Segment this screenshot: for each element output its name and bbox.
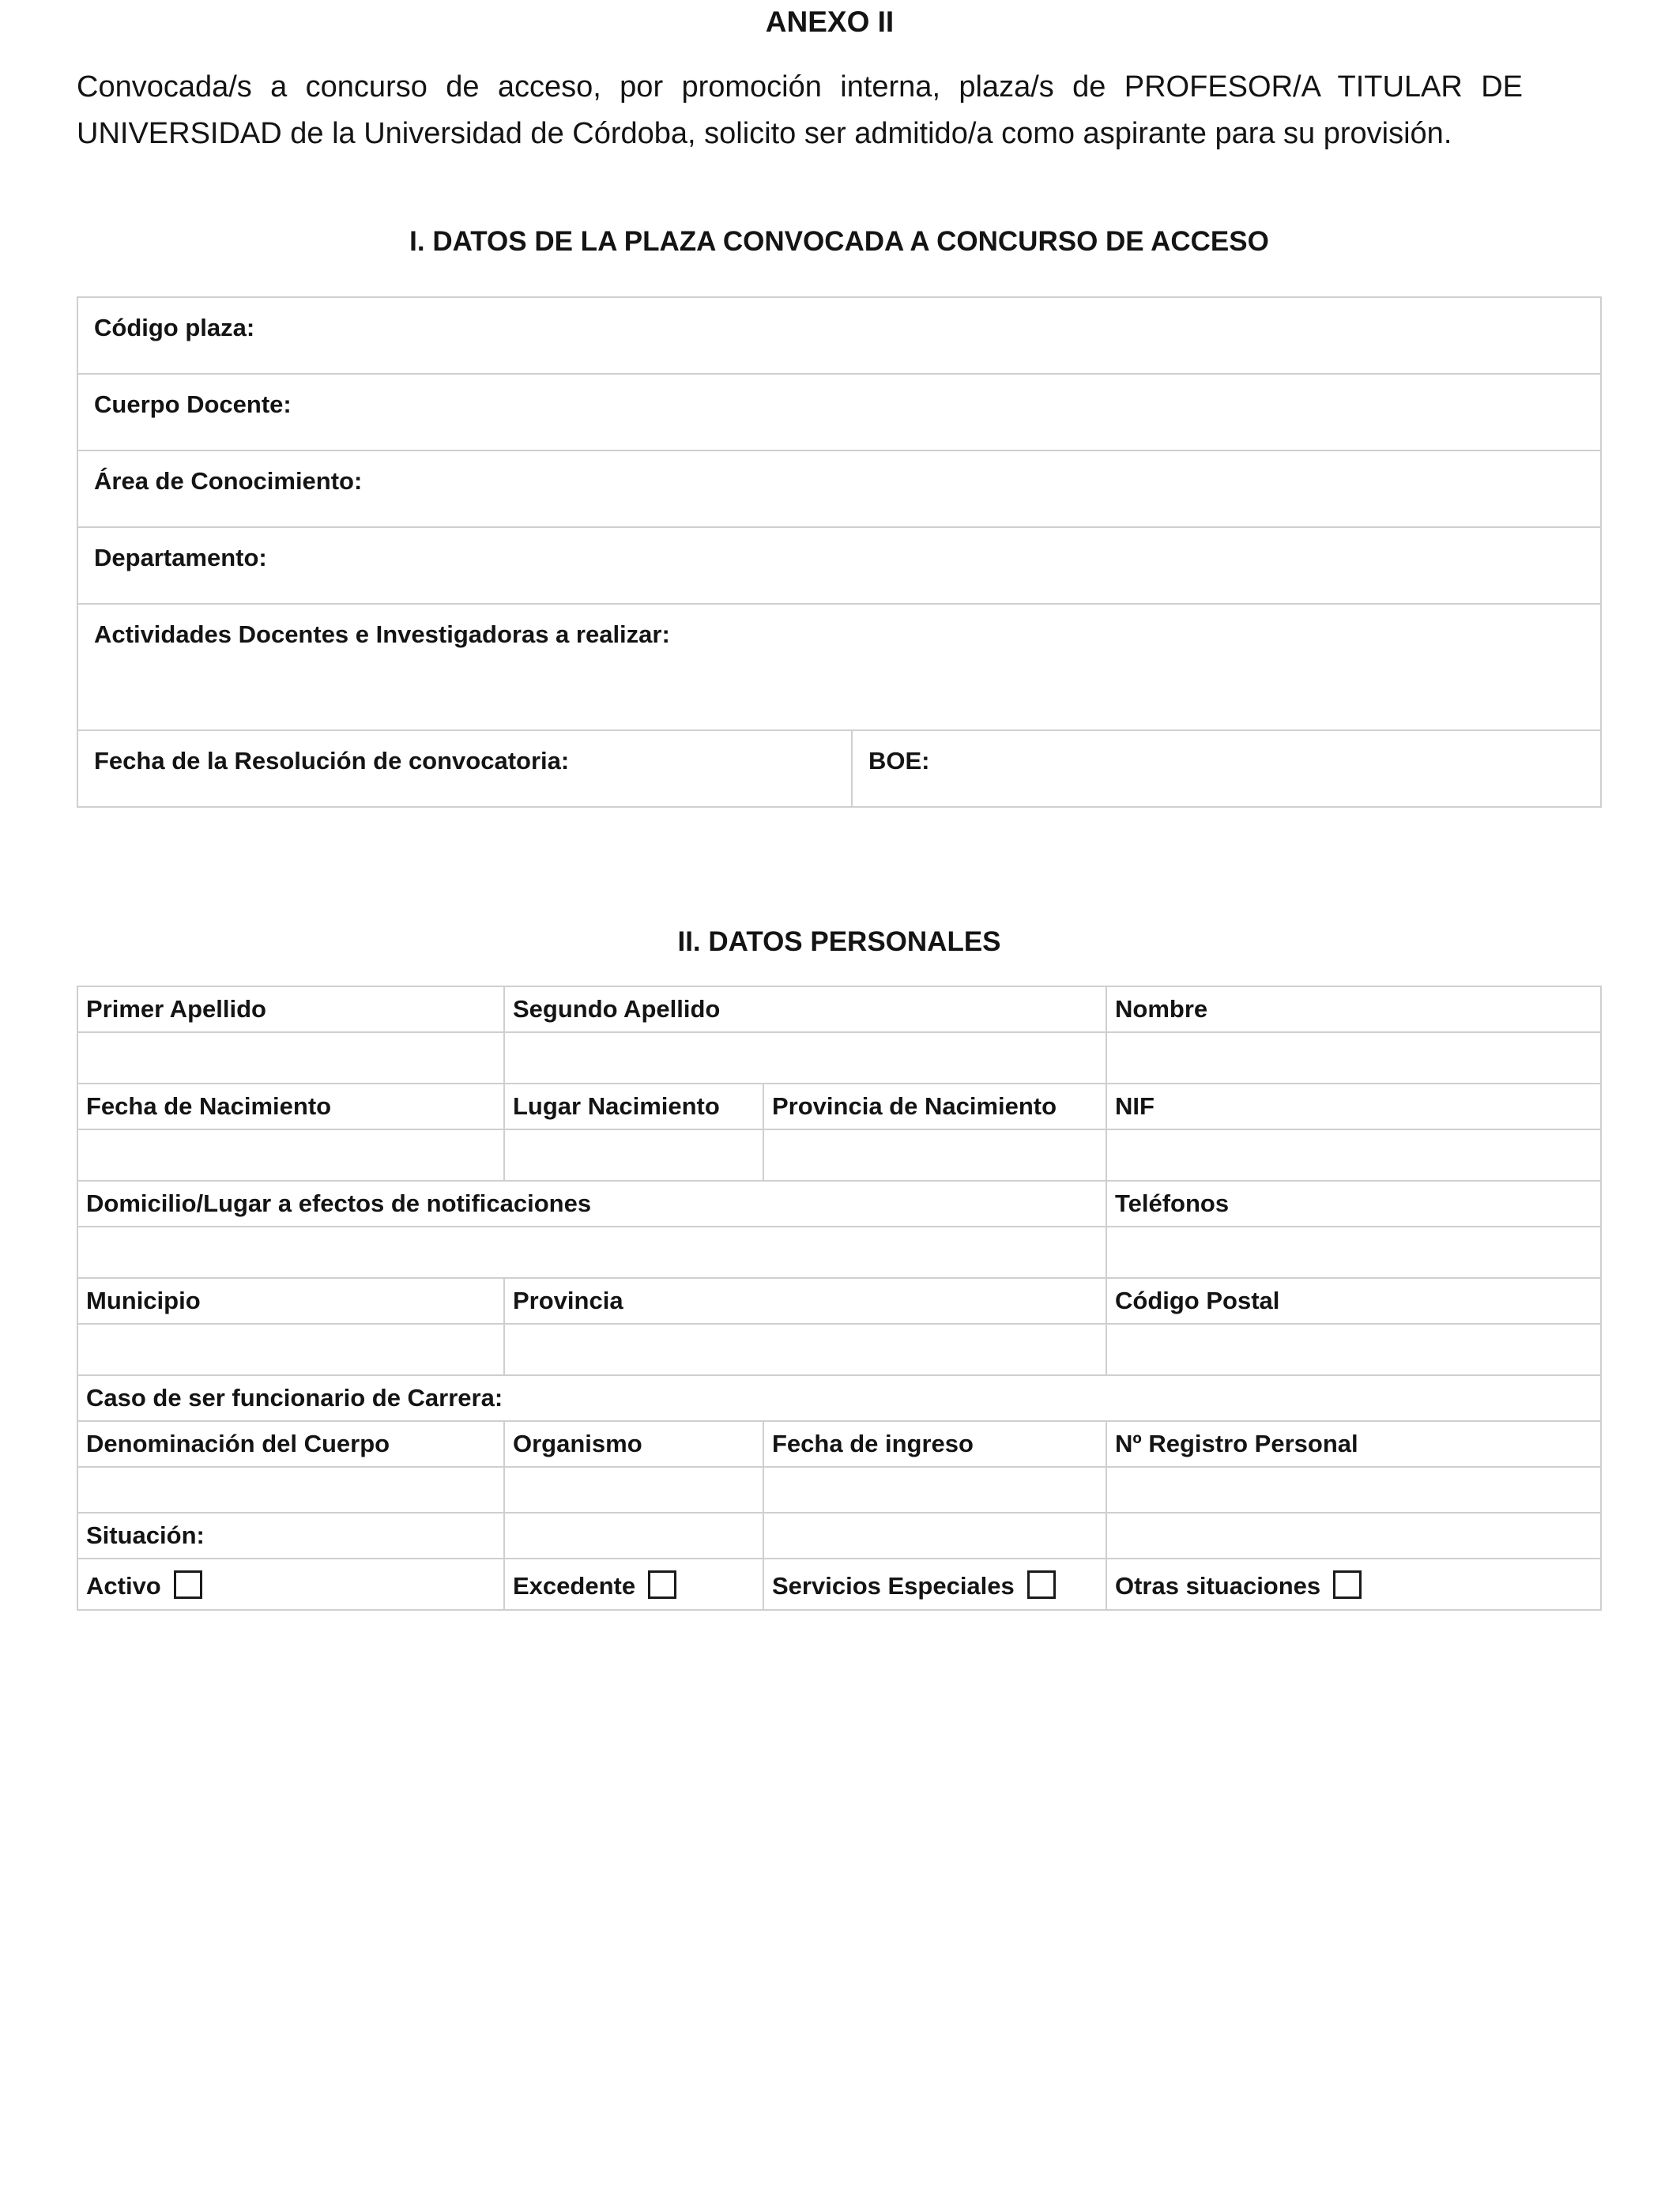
domicilio-input[interactable] — [77, 1227, 1106, 1278]
activo-checkbox[interactable] — [174, 1570, 202, 1599]
provincia-input[interactable] — [504, 1324, 1106, 1375]
activo-label: Activo — [86, 1572, 161, 1600]
organismo-label: Organismo — [504, 1421, 763, 1467]
area-conocimiento-label: Área de Conocimiento: — [94, 467, 363, 495]
departamento-field[interactable] — [77, 527, 1601, 604]
cuerpo-docente-field[interactable] — [77, 374, 1601, 450]
situacion-otras — [1106, 1559, 1601, 1610]
boe-label: BOE: — [868, 747, 930, 775]
page-title: ANEXO II — [765, 6, 895, 38]
denominacion-cuerpo-input[interactable] — [77, 1467, 504, 1513]
otras-situaciones-checkbox[interactable] — [1333, 1570, 1362, 1599]
personal-data-table — [77, 986, 1602, 1611]
plaza-data-table — [77, 296, 1602, 808]
provincia-label: Provincia — [504, 1278, 1106, 1324]
denominacion-cuerpo-label: Denominación del Cuerpo — [77, 1421, 504, 1467]
nombre-label: Nombre — [1106, 986, 1601, 1032]
fecha-ingreso-label: Fecha de ingreso — [763, 1421, 1106, 1467]
primer-apellido-label: Primer Apellido — [77, 986, 504, 1032]
situacion-label: Situación: — [77, 1513, 504, 1559]
segundo-apellido-input[interactable] — [504, 1032, 1106, 1084]
telefonos-label: Teléfonos — [1106, 1181, 1601, 1227]
municipio-label: Municipio — [77, 1278, 504, 1324]
fecha-ingreso-input[interactable] — [763, 1467, 1106, 1513]
codigo-postal-input[interactable] — [1106, 1324, 1601, 1375]
servicios-especiales-checkbox[interactable] — [1027, 1570, 1056, 1599]
cuerpo-docente-label: Cuerpo Docente: — [94, 390, 292, 418]
excedente-checkbox[interactable] — [648, 1570, 676, 1599]
provincia-nacimiento-label: Provincia de Nacimiento — [763, 1084, 1106, 1129]
organismo-input[interactable] — [504, 1467, 763, 1513]
intro-paragraph: Convocada/s a concurso de acceso, por promoción interna, plaza/s de PROFESOR/A TITULAR DE UNIVERSIDAD de la Universidad de Córdoba, solicito ser admitido/a como aspirante para su provisión. — [77, 70, 1523, 150]
nombre-input[interactable] — [1106, 1032, 1601, 1084]
organismo-input-2[interactable] — [504, 1513, 763, 1559]
provincia-nacimiento-input[interactable] — [763, 1129, 1106, 1181]
fecha-nacimiento-input[interactable] — [77, 1129, 504, 1181]
boe-field[interactable] — [852, 730, 1601, 807]
nif-label: NIF — [1106, 1084, 1601, 1129]
telefonos-input[interactable] — [1106, 1227, 1601, 1278]
fecha-resolucion-field[interactable] — [77, 730, 852, 807]
caso-funcionario-label: Caso de ser funcionario de Carrera: — [77, 1375, 1601, 1421]
registro-personal-label: Nº Registro Personal — [1106, 1421, 1601, 1467]
primer-apellido-input[interactable] — [77, 1032, 504, 1084]
actividades-label: Actividades Docentes e Investigadoras a realizar: — [94, 620, 670, 648]
situacion-servicios-especiales — [763, 1559, 1106, 1610]
domicilio-label: Domicilio/Lugar a efectos de notificaciones — [77, 1181, 1106, 1227]
section-heading-personal: II. DATOS PERSONALES — [677, 926, 1001, 957]
situacion-activo — [77, 1559, 504, 1610]
fecha-resolucion-label: Fecha de la Resolución de convocatoria: — [94, 747, 570, 775]
codigo-postal-label: Código Postal — [1106, 1278, 1601, 1324]
fecha-ingreso-input-2[interactable] — [763, 1513, 1106, 1559]
fecha-nacimiento-label: Fecha de Nacimiento — [77, 1084, 504, 1129]
registro-personal-input[interactable] — [1106, 1467, 1601, 1513]
codigo-plaza-field[interactable] — [77, 297, 1601, 374]
area-conocimiento-field[interactable] — [77, 450, 1601, 527]
section-heading-plaza: I. DATOS DE LA PLAZA CONVOCADA A CONCURSO DE ACCESO — [409, 226, 1269, 257]
departamento-label: Departamento: — [94, 544, 267, 571]
municipio-input[interactable] — [77, 1324, 504, 1375]
lugar-nacimiento-label: Lugar Nacimiento — [504, 1084, 763, 1129]
lugar-nacimiento-input[interactable] — [504, 1129, 763, 1181]
segundo-apellido-label: Segundo Apellido — [504, 986, 1106, 1032]
codigo-plaza-label: Código plaza: — [94, 314, 255, 341]
servicios-especiales-label: Servicios Especiales — [772, 1572, 1015, 1600]
otras-situaciones-label: Otras situaciones — [1115, 1572, 1321, 1600]
excedente-label: Excedente — [513, 1572, 636, 1600]
nif-input[interactable] — [1106, 1129, 1601, 1181]
actividades-field[interactable] — [77, 604, 1601, 730]
situacion-excedente — [504, 1559, 763, 1610]
registro-personal-input-2[interactable] — [1106, 1513, 1601, 1559]
